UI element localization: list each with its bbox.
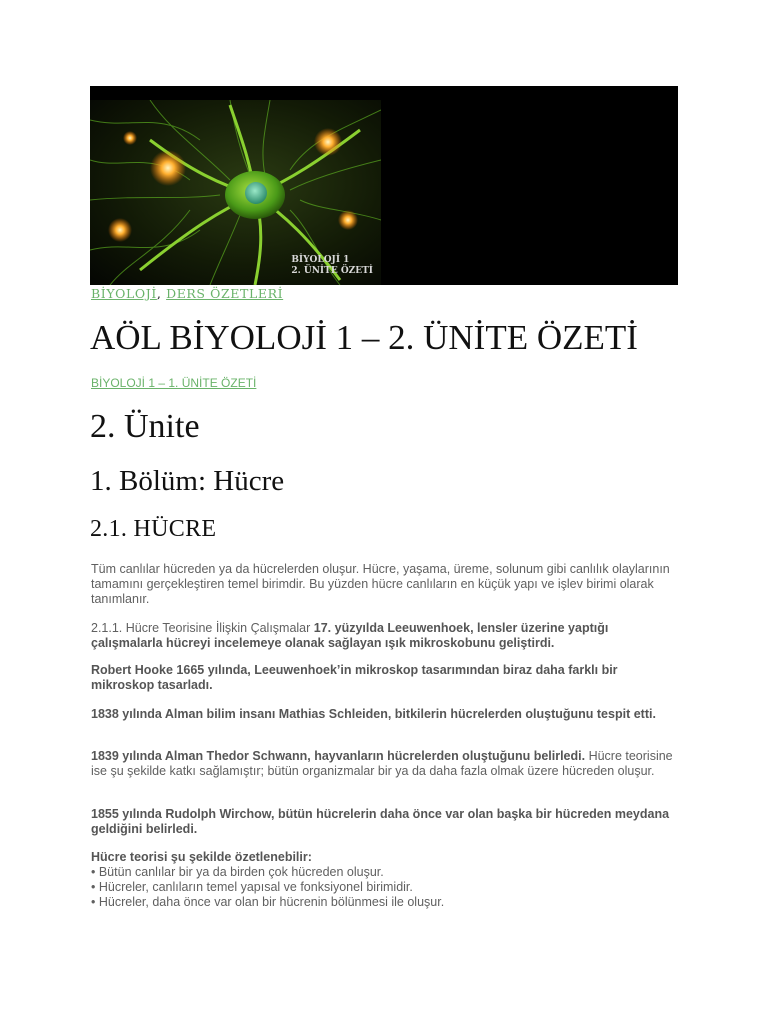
list-item: • Hücreler, canlıların temel yapısal ve fonksiyonel birimidir. (91, 880, 413, 894)
section-heading: 2.1. HÜCRE (90, 516, 217, 542)
hooke-paragraph (91, 663, 681, 693)
part-heading: 1. Bölüm: Hücre (90, 465, 285, 497)
leeuwenhoek-text: 17. yüzyılda Leeuwenhoek, lensler üzerine yaptığı çalışmalarla hücreyi incelemeye olanak sağlayan ışık mikroskobunu geliştirdi. (91, 621, 609, 650)
schleiden-paragraph (91, 707, 681, 722)
page-title: AÖL BİYOLOJİ 1 – 2. ÜNİTE ÖZETİ (90, 318, 638, 357)
featured-banner (90, 86, 678, 285)
list-item: • Hücreler, daha önce var olan bir hücrenin bölünmesi ile oluşur. (91, 895, 445, 909)
subsection-label: 2.1.1. Hücre Teorisine İlişkin Çalışmalar (91, 621, 314, 635)
hooke-text: Robert Hooke 1665 yılında, Leeuwenhoek’in mikroskop tasarımından biraz daha farklı bir mikroskop tasarladı. (91, 663, 618, 692)
wirchow-text: 1855 yılında Rudolph Wirchow, bütün hücrelerin daha önce var olan başka bir hücreden meydana geldiğini belirledi. (91, 807, 670, 836)
leeuwenhoek-paragraph (91, 621, 681, 651)
schleiden-text: 1838 yılında Alman bilim insanı Mathias Schleiden, bitkilerin hücrelerden oluştuğunu tespit etti. (91, 707, 656, 721)
cell-theory-summary (91, 850, 681, 910)
schwann-text: 1839 yılında Alman Thedor Schwann, hayvanların hücrelerden oluştuğunu belirledi. (91, 749, 586, 763)
schwann-paragraph (91, 749, 681, 779)
previous-post-link[interactable]: BİYOLOJİ 1 – 1. ÜNİTE ÖZETİ (91, 376, 257, 390)
banner-caption-line1: BİYOLOJİ 1 (291, 255, 350, 265)
category-links (91, 286, 283, 301)
unit-heading: 2. Ünite (90, 408, 200, 445)
category-link-biyoloji[interactable]: BİYOLOJİ (91, 286, 157, 301)
category-link-ders-ozetleri[interactable]: DERS ÖZETLERİ (166, 286, 284, 301)
category-separator: , (156, 286, 167, 301)
cell-theory-list (91, 865, 681, 910)
banner-caption-line2: 2. ÜNİTE ÖZETİ (291, 266, 373, 276)
schwann-contribution: Hücre teorisine ise şu şekilde katkı sağlamıştır; bütün organizmalar bir ya da daha fazla olmak üzere hücreden oluşur. (91, 749, 673, 778)
neuron-image (90, 100, 381, 285)
cell-theory-heading: Hücre teorisi şu şekilde özetlenebilir: (91, 850, 312, 864)
banner-caption (291, 255, 373, 277)
list-item: • Bütün canlılar bir ya da birden çok hücreden oluşur. (91, 865, 384, 879)
wirchow-paragraph (91, 807, 681, 837)
intro-paragraph: Tüm canlılar hücreden ya da hücrelerden oluşur. Hücre, yaşama, üreme, solunum gibi canlılık olaylarının tamamını gerçekleştiren temel birimdir. Bu yüzden hücre canlıların en küçük yapı ve işlev birimi olarak tanımlanır. (91, 562, 670, 606)
